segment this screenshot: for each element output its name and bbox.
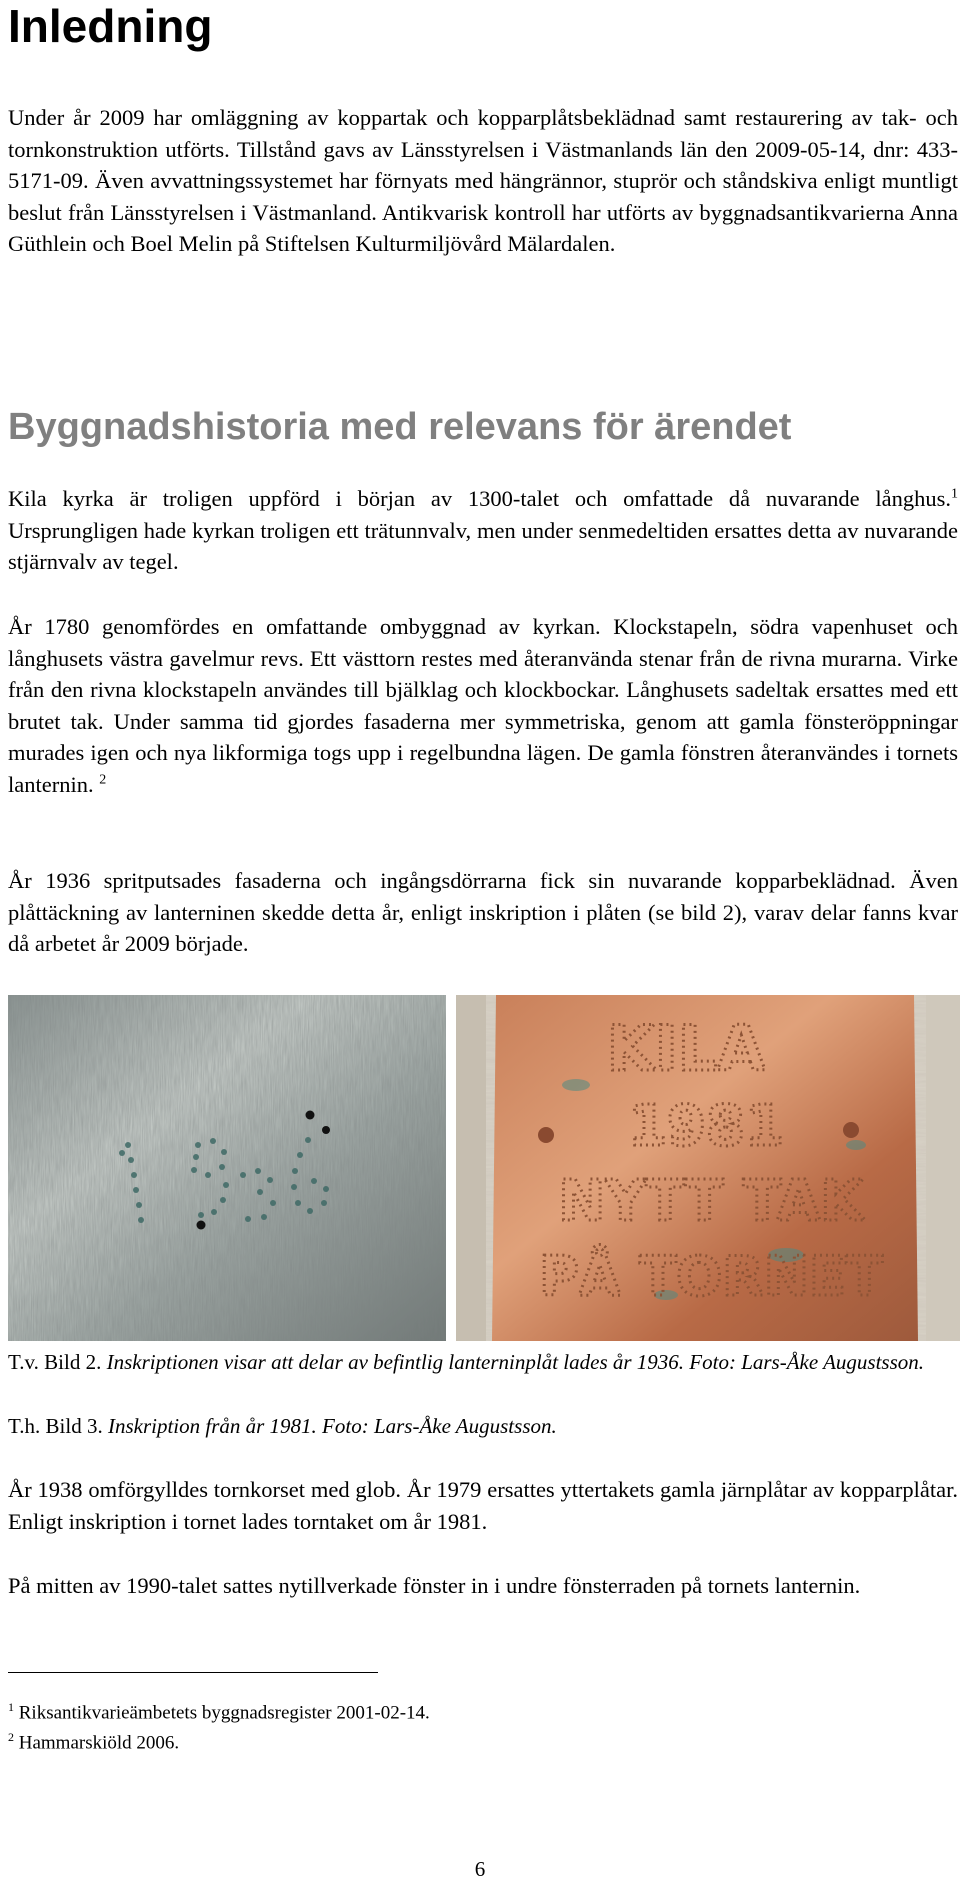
photo-inscription-1981-image bbox=[456, 995, 960, 1341]
footnote-1 bbox=[8, 1694, 430, 1726]
footnote-1-text: Riksantikvarieämbetets byggnadsregister 2001-02-14. bbox=[14, 1702, 430, 1724]
footnote-2-text: Hammarskiöld 2006. bbox=[14, 1732, 180, 1754]
paragraph-1990: På mitten av 1990-talet sattes nytillverkade fönster in i undre fönsterraden på tornets lanternin. bbox=[8, 1573, 861, 1598]
caption-image-3-text: Inskription från år 1981. Foto: Lars-Åke Augustsson. bbox=[102, 1414, 557, 1438]
caption-image-3-label: T.h. Bild 3. bbox=[8, 1414, 103, 1438]
photo-inscription-1981 bbox=[456, 995, 960, 1341]
footnote-2-number: 2 bbox=[8, 1730, 14, 1744]
inscription-line-3: NYTT TAK bbox=[558, 1169, 864, 1234]
section-heading: Byggnadshistoria med relevans för ärendet bbox=[8, 406, 792, 448]
inscription-line-1: KILA bbox=[606, 1012, 766, 1085]
paragraph-1938: År 1938 omförgylldes tornkorset med glob. År 1979 ersattes yttertakets gamla järnplåtar av kopparplåtar. Enligt inskription i tornet lades torntaket om år 1981. bbox=[8, 1477, 958, 1534]
footnote-ref-2[interactable]: 2 bbox=[99, 772, 107, 788]
page-number: 6 bbox=[474, 1857, 486, 1881]
caption-image-2-label: T.v. Bild 2. bbox=[8, 1350, 102, 1374]
photo-inscription-1936 bbox=[8, 995, 446, 1341]
photo-inscription-1936-image bbox=[8, 995, 446, 1341]
footnote-divider bbox=[8, 1672, 378, 1673]
history-paragraph-1 bbox=[8, 483, 958, 578]
history-paragraph-1-text: Kila kyrka är troligen uppförd i början av 1300-talet och omfattade då nuvarande långhus. bbox=[8, 486, 951, 511]
inscription-line-2: 1981 bbox=[628, 1094, 784, 1159]
caption-image-2 bbox=[8, 1347, 958, 1378]
inscription-line-4: PÅ TORNET bbox=[539, 1245, 883, 1308]
page-title: Inledning bbox=[8, 0, 213, 52]
footnote-1-number: 1 bbox=[8, 1700, 14, 1714]
history-paragraph-3: År 1936 spritputsades fasaderna och ingångsdörrarna fick sin nuvarande kopparbeklädnad. Även plåttäckning av lanterninen skedde detta år, enligt inskription i plåten (se bild 2), varav delar fanns kvar då arbetet år 2009 började. bbox=[8, 868, 958, 957]
intro-paragraph: Under år 2009 har omläggning av koppartak och kopparplåtsbeklädnad samt restaurering av tak- och tornkonstruktion utförts. Tillstånd gavs av Länsstyrelsen i Västmanlands län den 2009-05-14, dnr: 433-5171-09. Även avvattningssystemet har förnyats med hängrännor, stuprör och ståndskiva enligt muntligt beslut från Länsstyrelsen i Västmanland. Antikvarisk kontroll har utförts av byggnadsantikvarierna Anna Güthlein och Boel Melin på Stiftelsen Kulturmiljövård Mälardalen. bbox=[8, 105, 958, 257]
history-paragraph-1-text-cont: Ursprungligen hade kyrkan troligen ett trätunnvalv, men under senmedeltiden ersattes detta av nuvarande stjärnvalv av tegel. bbox=[8, 517, 958, 575]
footnote-ref-1[interactable]: 1 bbox=[951, 486, 958, 502]
caption-image-2-text: Inskriptionen visar att delar av befintlig lanterninplåt lades år 1936. Foto: Lars-Åke Augustsson. bbox=[101, 1350, 924, 1374]
history-paragraph-2-text: År 1780 genomfördes en omfattande ombyggnad av kyrkan. Klockstapeln, södra vapenhuset och långhusets västra gavelmur revs. Ett västtorn restes med återanvända stenar från de rivna murarna. Virke från den rivna klockstapeln användes till bjälklag och klockbockar. Långhusets sadeltak ersattes med ett brutet tak. Under samma tid gjordes fasaderna mer symmetriska, genom att gamla fönsteröppningar murades igen och nya likformiga togs upp i regelbundna lägen. De gamla fönstren återanvändes i tornets lanternin. bbox=[8, 614, 958, 797]
history-paragraph-2 bbox=[8, 611, 958, 801]
footnote-2 bbox=[8, 1724, 179, 1756]
caption-image-3 bbox=[8, 1411, 958, 1442]
